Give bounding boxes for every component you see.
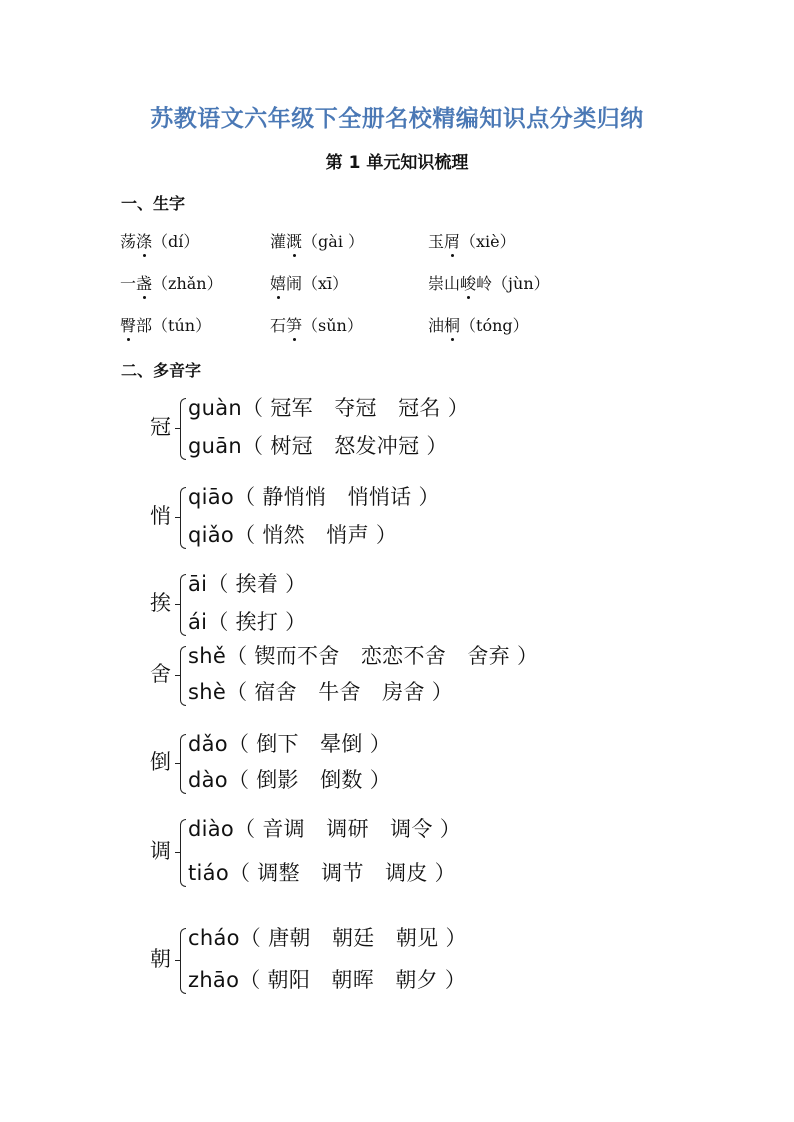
- polyphone-reading: [188, 857, 456, 887]
- vocab-text: 闹: [286, 274, 303, 293]
- brace-icon: [176, 487, 184, 549]
- polyphone-reading: [188, 764, 391, 794]
- polyphone-reading: [188, 568, 306, 598]
- close-paren: ）: [278, 610, 307, 634]
- open-paren: （: [227, 768, 257, 792]
- vocab-pinyin: （xiè）: [460, 232, 516, 251]
- polyphone-character: 挨: [150, 591, 171, 615]
- vocab-item: [120, 229, 199, 252]
- reading-pinyin: diào: [188, 817, 235, 841]
- polyphone-reading: [188, 519, 397, 549]
- reading-pinyin: guān: [188, 434, 243, 458]
- reading-pinyin: qiāo: [188, 485, 235, 509]
- reading-example-words: 挨着: [235, 572, 279, 596]
- reading-pinyin: cháo: [188, 926, 240, 950]
- vocab-pinyin: （xī）: [302, 274, 349, 293]
- brace-icon: [176, 398, 184, 460]
- open-paren: （: [227, 732, 257, 756]
- vocab-text: 荡: [120, 232, 137, 251]
- polyphone-reading: [188, 430, 448, 460]
- reading-pinyin: dǎo: [188, 732, 228, 756]
- document-title: 苏教语文六年级下全册名校精编知识点分类归纳: [150, 106, 644, 132]
- polyphone-reading: [188, 964, 466, 994]
- close-paren: ）: [419, 434, 448, 458]
- close-paren: ）: [424, 680, 454, 704]
- open-paren: （: [239, 926, 269, 950]
- vocab-text: 油: [428, 316, 445, 335]
- close-paren: ）: [432, 817, 462, 841]
- vocab-dotted-char: 臀: [120, 313, 136, 336]
- vocab-dotted-char: 桐: [444, 313, 460, 336]
- vocab-text: 崇山: [428, 274, 461, 293]
- polyphone-reading: [188, 676, 453, 706]
- vocab-item: [120, 271, 223, 294]
- section-heading-new-characters: 一、生字: [121, 194, 186, 213]
- open-paren: （: [207, 572, 236, 596]
- open-paren: （: [242, 434, 271, 458]
- open-paren: （: [207, 610, 236, 634]
- reading-example-words: 倒下 晕倒: [256, 732, 363, 756]
- reading-example-words: 音调 调研 调令: [262, 817, 433, 841]
- polyphone-group: [150, 728, 570, 794]
- brace-icon: [176, 819, 184, 887]
- polyphone-group: [150, 392, 570, 460]
- polyphone-reading: [188, 392, 469, 422]
- reading-pinyin: āi: [188, 572, 208, 596]
- reading-example-words: 倒影 倒数: [256, 768, 363, 792]
- reading-pinyin: tiáo: [188, 861, 229, 885]
- polyphone-reading: [188, 481, 440, 511]
- polyphone-group: [150, 568, 570, 636]
- vocab-pinyin: （dí）: [152, 232, 200, 251]
- polyphone-reading: [188, 728, 391, 758]
- close-paren: ）: [440, 396, 469, 420]
- reading-example-words: 唐朝 朝廷 朝见: [268, 926, 439, 950]
- open-paren: （: [229, 861, 258, 885]
- vocab-pinyin: （tún）: [152, 316, 212, 335]
- reading-example-words: 宿舍 牛舍 房舍: [254, 680, 425, 704]
- open-paren: （: [226, 644, 255, 668]
- polyphone-group: [150, 922, 570, 994]
- reading-example-words: 调整 调节 调皮: [257, 861, 428, 885]
- brace-icon: [176, 928, 184, 994]
- close-paren: ）: [362, 768, 392, 792]
- close-paren: ）: [438, 926, 467, 950]
- close-paren: ）: [362, 732, 392, 756]
- reading-pinyin: dào: [188, 768, 228, 792]
- reading-example-words: 静悄悄 悄悄话: [262, 485, 412, 509]
- polyphone-character: 舍: [150, 662, 171, 686]
- close-paren: ）: [368, 523, 398, 547]
- polyphone-character: 倒: [150, 750, 171, 774]
- vocab-text: 岭: [476, 274, 493, 293]
- vocab-item: [270, 271, 348, 294]
- vocab-pinyin: （gài ）: [302, 232, 365, 251]
- vocab-pinyin: （zhǎn）: [152, 274, 223, 293]
- reading-pinyin: shě: [188, 644, 227, 668]
- open-paren: （: [226, 680, 255, 704]
- polyphone-character: 悄: [150, 504, 171, 528]
- open-paren: （: [234, 817, 263, 841]
- vocab-dotted-char: 盏: [136, 271, 152, 294]
- polyphone-group: [150, 640, 570, 706]
- section-heading-polyphones: 二、多音字: [121, 361, 202, 380]
- brace-icon: [176, 646, 184, 706]
- polyphone-character: 冠: [150, 415, 171, 439]
- polyphone-group: [150, 481, 570, 549]
- open-paren: （: [239, 968, 268, 992]
- open-paren: （: [234, 485, 263, 509]
- reading-example-words: 朝阳 朝晖 朝夕: [267, 968, 438, 992]
- polyphone-group: [150, 813, 570, 887]
- vocab-dotted-char: 嬉: [270, 271, 286, 294]
- reading-example-words: 冠军 夺冠 冠名: [270, 396, 441, 420]
- polyphone-character: 调: [150, 839, 171, 863]
- close-paren: ）: [437, 968, 467, 992]
- reading-example-words: 挨打: [235, 610, 279, 634]
- vocab-pinyin: （sǔn）: [302, 316, 363, 335]
- reading-pinyin: guàn: [188, 396, 243, 420]
- vocab-text: 灌: [270, 232, 287, 251]
- vocab-item: [270, 229, 364, 252]
- reading-pinyin: ái: [188, 610, 208, 634]
- polyphone-reading: [188, 606, 306, 636]
- close-paren: ）: [427, 861, 456, 885]
- reading-pinyin: qiǎo: [188, 523, 235, 547]
- vocab-dotted-char: 笋: [286, 313, 302, 336]
- reading-pinyin: shè: [188, 680, 227, 704]
- vocab-pinyin: （tóng）: [460, 316, 529, 335]
- vocab-item: [428, 313, 529, 336]
- polyphone-reading: [188, 922, 467, 952]
- brace-icon: [176, 734, 184, 794]
- vocab-text: 石: [270, 316, 287, 335]
- polyphone-reading: [188, 813, 461, 843]
- brace-icon: [176, 574, 184, 636]
- vocab-item: [428, 229, 516, 252]
- reading-pinyin: zhāo: [188, 968, 240, 992]
- vocab-dotted-char: 涤: [136, 229, 152, 252]
- unit-subtitle: 第 1 单元知识梳理: [325, 153, 469, 173]
- vocab-dotted-char: 屑: [444, 229, 460, 252]
- polyphone-character: 朝: [150, 947, 171, 971]
- vocab-dotted-char: 溉: [286, 229, 302, 252]
- vocab-text: 玉: [428, 232, 445, 251]
- vocab-pinyin: （jùn）: [492, 274, 550, 293]
- vocab-dotted-char: 峻: [460, 271, 476, 294]
- reading-example-words: 锲而不舍 恋恋不舍 舍弃: [254, 644, 510, 668]
- open-paren: （: [242, 396, 271, 420]
- vocab-text: 部: [136, 316, 153, 335]
- close-paren: ）: [509, 644, 539, 668]
- vocab-item: [120, 313, 211, 336]
- close-paren: ）: [411, 485, 440, 509]
- reading-example-words: 树冠 怒发冲冠: [270, 434, 420, 458]
- reading-example-words: 悄然 悄声: [262, 523, 369, 547]
- polyphone-reading: [188, 640, 538, 670]
- vocab-item: [270, 313, 363, 336]
- close-paren: ）: [278, 572, 307, 596]
- vocab-text: 一: [120, 274, 137, 293]
- open-paren: （: [234, 523, 263, 547]
- vocab-item: [428, 271, 550, 294]
